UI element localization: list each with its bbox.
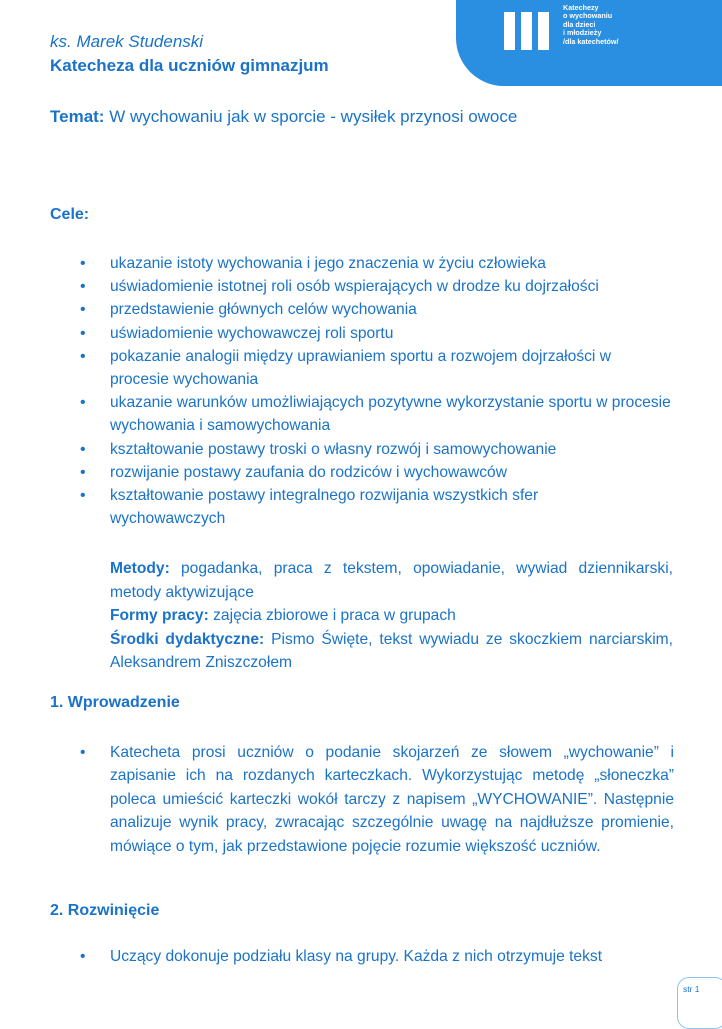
section-1-item: • Katecheta prosi uczniów o podanie skojarzeń ze słowem „wychowanie” i zapisanie ich na rozdanych karteczkach. Wykorzystując metodę „słoneczka” poleca umieścić karteczki wokół tarczy z napisem „WYCHOWANIE”. Następnie analizuje wynik pracy, zwracając szczególnie uwagę na najdłuższe promienie, mówiące o tym, jak przedstawione pojęcie rozumie większość uczniów. <box>80 741 674 858</box>
logo-bar <box>538 12 549 50</box>
series-line: Katechezy <box>563 3 599 12</box>
goal-item: • uświadomienie istotnej roli osób wspierających w drodze ku dojrzałości <box>80 275 680 298</box>
goal-item: • ukazanie istoty wychowania i jego znaczenia w życiu człowieka <box>80 252 680 275</box>
goal-item: • kształtowanie postawy troski o własny rozwój i samowychowanie <box>80 438 680 461</box>
forms-label: Formy pracy: <box>110 607 209 624</box>
methods-line <box>110 557 673 604</box>
goal-item: • rozwijanie postawy zaufania do rodziców i wychowawców <box>80 461 680 484</box>
goal-item: • ukazanie warunków umożliwiających pozytywne wykorzystanie sportu w procesie wychowania i samowychowania <box>80 391 680 437</box>
topic-line <box>50 107 517 127</box>
goal-item: • kształtowanie postawy integralnego rozwijania wszystkich sfer wychowawczych <box>80 484 610 530</box>
series-label <box>563 4 625 46</box>
forms-text: zajęcia zbiorowe i praca w grupach <box>208 607 456 624</box>
topic-text: W wychowaniu jak w sporcie - wysiłek przynosi owoce <box>104 107 518 126</box>
document-title: Katecheza dla uczniów gimnazjum <box>50 56 329 75</box>
topic-label: Temat: <box>50 107 105 126</box>
section-2-heading: 2. Rozwinięcie <box>50 902 160 919</box>
means-text: Pismo Święte, tekst wywiadu ze skoczkiem narciarskim, Aleksandrem Zniszczołem <box>110 630 673 671</box>
methods-label: Metody: <box>110 560 170 577</box>
section-1-heading: 1. Wprowadzenie <box>50 694 180 711</box>
logo-bar <box>521 12 532 50</box>
series-line: i młodzieży <box>563 28 602 38</box>
means-label: Środki dydaktyczne: <box>110 630 265 648</box>
goal-item: • uświadomienie wychowawczej roli sportu <box>80 322 680 345</box>
section-2-item: • Uczący dokonuje podziału klasy na grupy. Każda z nich otrzymuje tekst <box>80 945 674 968</box>
section-1-list <box>80 741 674 858</box>
series-line: /dla katechetów/ <box>563 36 619 46</box>
goals-heading: Cele: <box>50 206 90 223</box>
page-number: str 1 <box>683 984 700 994</box>
goal-item: • przedstawienie głównych celów wychowania <box>80 298 680 321</box>
logo-bar <box>504 12 515 50</box>
series-line: dla dzieci <box>563 19 596 29</box>
forms-line <box>110 604 673 628</box>
means-line <box>110 628 673 675</box>
section-2-list <box>80 945 674 968</box>
methods-text: pogadanka, praca z tekstem, opowiadanie, wywiad dziennikarski, metody aktywizujące <box>110 560 673 601</box>
author-name: ks. Marek Studenski <box>50 32 204 51</box>
series-line: o wychowaniu <box>563 11 613 21</box>
series-banner <box>456 0 722 86</box>
methods-block <box>110 557 673 675</box>
goals-list <box>80 252 680 530</box>
goal-item: • pokazanie analogii między uprawianiem sportu a rozwojem dojrzałości w procesie wychowania <box>80 345 670 391</box>
